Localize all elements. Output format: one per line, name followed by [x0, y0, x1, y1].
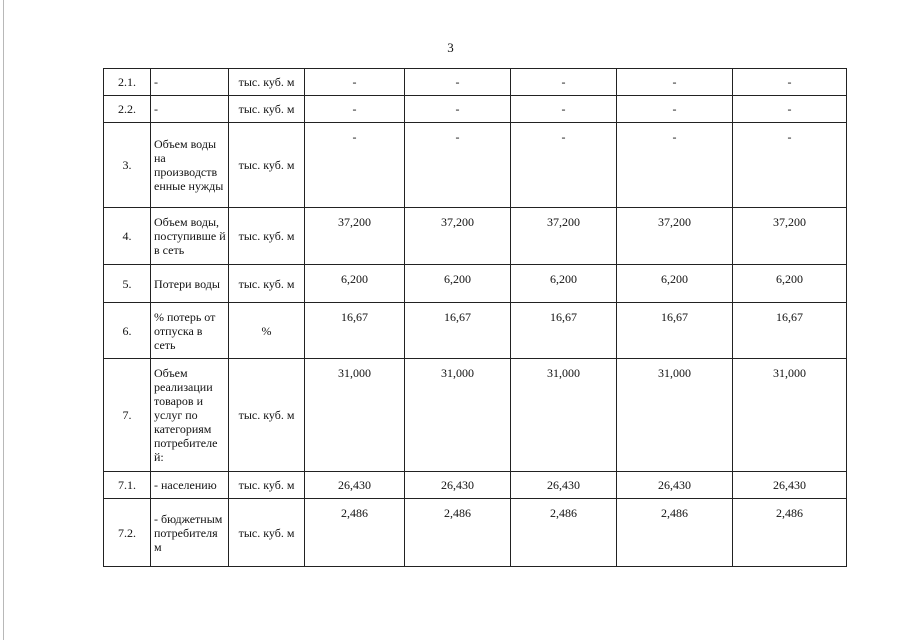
row-value: 37,200 — [733, 208, 847, 265]
row-name: Объем воды на производств енные нужды — [151, 123, 229, 208]
row-value: 2,486 — [733, 499, 847, 567]
row-value: - — [617, 96, 733, 123]
table-row — [104, 472, 847, 499]
row-value: 16,67 — [617, 303, 733, 359]
row-value: 26,430 — [305, 472, 405, 499]
row-name: Объем реализации товаров и услуг по категориям потребителе й: — [151, 359, 229, 472]
row-value: 26,430 — [405, 472, 511, 499]
row-number: 5. — [104, 265, 151, 303]
table-row — [104, 208, 847, 265]
row-value: - — [405, 69, 511, 96]
row-value: 6,200 — [733, 265, 847, 303]
row-value: 26,430 — [511, 472, 617, 499]
row-name: - — [151, 69, 229, 96]
row-number: 3. — [104, 123, 151, 208]
row-unit: тыс. куб. м — [229, 265, 305, 303]
table-row — [104, 265, 847, 303]
row-value: - — [733, 69, 847, 96]
row-unit: тыс. куб. м — [229, 359, 305, 472]
page-edge-line — [3, 0, 4, 640]
row-number: 6. — [104, 303, 151, 359]
row-value: - — [617, 69, 733, 96]
row-value: 37,200 — [305, 208, 405, 265]
table-row — [104, 69, 847, 96]
row-number: 7.2. — [104, 499, 151, 567]
row-value: 37,200 — [511, 208, 617, 265]
row-value: - — [511, 123, 617, 208]
row-value: - — [405, 123, 511, 208]
row-value: 6,200 — [511, 265, 617, 303]
row-name: Потери воды — [151, 265, 229, 303]
row-number: 2.2. — [104, 96, 151, 123]
table-row — [104, 123, 847, 208]
row-value: 31,000 — [305, 359, 405, 472]
row-number: 7.1. — [104, 472, 151, 499]
row-name: - — [151, 96, 229, 123]
row-value: 31,000 — [733, 359, 847, 472]
row-name: - населению — [151, 472, 229, 499]
row-value: - — [733, 123, 847, 208]
row-number: 2.1. — [104, 69, 151, 96]
row-name: Объем воды, поступивше й в сеть — [151, 208, 229, 265]
row-value: 31,000 — [617, 359, 733, 472]
row-value: - — [511, 96, 617, 123]
row-value: - — [305, 96, 405, 123]
row-value: 16,67 — [405, 303, 511, 359]
row-name: - бюджетным потребителя м — [151, 499, 229, 567]
row-unit: тыс. куб. м — [229, 499, 305, 567]
row-value: 6,200 — [405, 265, 511, 303]
table-row — [104, 303, 847, 359]
page-number: 3 — [447, 40, 454, 55]
row-value: 16,67 — [733, 303, 847, 359]
row-number: 7. — [104, 359, 151, 472]
row-name: % потерь от отпуска в сеть — [151, 303, 229, 359]
row-unit: тыс. куб. м — [229, 69, 305, 96]
balance-table — [103, 68, 847, 567]
row-value: - — [405, 96, 511, 123]
row-unit: тыс. куб. м — [229, 208, 305, 265]
table-row — [104, 96, 847, 123]
row-unit: тыс. куб. м — [229, 123, 305, 208]
row-value: 6,200 — [617, 265, 733, 303]
row-unit: % — [229, 303, 305, 359]
row-value: 2,486 — [511, 499, 617, 567]
row-value: 26,430 — [733, 472, 847, 499]
row-value: 6,200 — [305, 265, 405, 303]
row-value: 16,67 — [511, 303, 617, 359]
row-value: 37,200 — [405, 208, 511, 265]
table-row — [104, 359, 847, 472]
row-value: 31,000 — [405, 359, 511, 472]
row-number: 4. — [104, 208, 151, 265]
table-row — [104, 499, 847, 567]
row-value: 26,430 — [617, 472, 733, 499]
row-value: 37,200 — [617, 208, 733, 265]
row-value: - — [733, 96, 847, 123]
row-value: 2,486 — [405, 499, 511, 567]
row-value: - — [617, 123, 733, 208]
row-value: - — [305, 123, 405, 208]
row-value: 16,67 — [305, 303, 405, 359]
row-value: 2,486 — [617, 499, 733, 567]
row-value: 31,000 — [511, 359, 617, 472]
row-value: 2,486 — [305, 499, 405, 567]
row-unit: тыс. куб. м — [229, 472, 305, 499]
row-value: - — [511, 69, 617, 96]
row-unit: тыс. куб. м — [229, 96, 305, 123]
row-value: - — [305, 69, 405, 96]
